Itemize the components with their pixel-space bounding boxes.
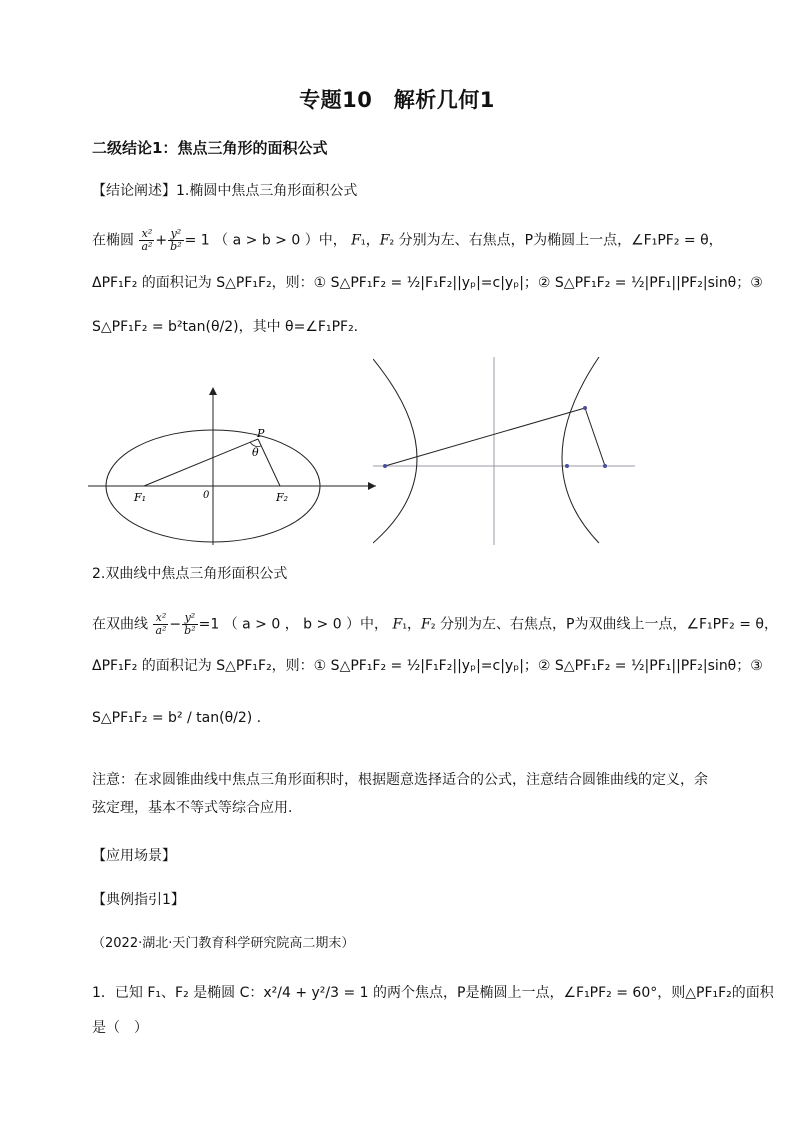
y2-over-b2-fraction-2: $\frac{\text{y²}}{\text{b²}}$ [184, 611, 196, 637]
example-heading: 【典例指引1】 [92, 892, 185, 908]
ellipse-figure [88, 385, 380, 550]
question-line2: 是（ ） [92, 1020, 148, 1036]
part2-line1-cond: （ a > 0 ， b > 0 ）中， [223, 616, 389, 633]
segment-PF2-hyperbola [585, 408, 605, 466]
point-F2 [603, 464, 607, 468]
section-heading: 二级结论1：焦点三角形的面积公式 [92, 139, 328, 157]
part2-line1-rest: 分别为左、右焦点，P为双曲线上一点，∠F₁PF₂ = θ， [440, 616, 778, 633]
question-line1: 1．已知 F₁、F₂ 是椭圆 C：x²/4 + y²/3 = 1 的两个焦点，P是椭圆上一点，∠F₁PF₂ = 60°，则△PF₁F₂的面积 [92, 985, 774, 1001]
part2-heading: 2.双曲线中焦点三角形面积公式 [92, 566, 288, 582]
label-P: P [257, 427, 265, 440]
label-F1: F₁ [134, 491, 147, 504]
part1-line3: S△PF₁F₂ = b²tan(θ/2)，其中 θ=∠F₁PF₂. [92, 319, 359, 335]
part1-line1-lead: 在椭圆 [92, 232, 134, 249]
part1-line1-cond: （ a > b > 0 ）中， [214, 232, 347, 249]
page-title: 专题10 解析几何1 [299, 88, 495, 112]
label-origin: 0 [203, 490, 210, 501]
part1-line1: 在椭圆 $\frac{\text{x²}}{\text{a²}}$ + $\frac{\text{y²}}{\text{b²}}$ = 1 （ a > b > 0 ）中， F₁，F₂ 分别为左、右焦点，P为椭圆上一点，∠F₁PF₂ = θ， [92, 227, 723, 253]
part2-line2: ΔPF₁F₂ 的面积记为 S△PF₁F₂，则：① S△PF₁F₂ = ½|F₁F₂||yₚ|=c|yₚ|；② S△PF₁F₂ = ½|PF₁||PF₂|sinθ；③ [92, 658, 763, 674]
part1-line2: ΔPF₁F₂ 的面积记为 S△PF₁F₂，则：① S△PF₁F₂ = ½|F₁F₂||yₚ|=c|yₚ|；② S△PF₁F₂ = ½|PF₁||PF₂|sinθ；③ [92, 275, 763, 291]
part2-line3: S△PF₁F₂ = b² / tan(θ/2) . [92, 710, 262, 726]
hyperbola-left-branch [373, 359, 417, 543]
x2-over-a2-fraction: $\frac{\text{x²}}{\text{a²}}$ [141, 227, 153, 253]
part1-line1-rest: 分别为左、右焦点，P为椭圆上一点，∠F₁PF₂ = θ， [398, 232, 723, 249]
x2-over-a2-fraction-2: $\frac{\text{x²}}{\text{a²}}$ [155, 611, 167, 637]
note-paragraph: 注意：在求圆锥曲线中焦点三角形面积时，根据题意选择适合的公式，注意结合圆锥曲线的定义，余弦定理，基本不等式等综合应用. [92, 772, 708, 816]
hyperbola-figure [373, 357, 635, 545]
label-F2: F₂ [276, 491, 289, 504]
segment-F1P [144, 439, 258, 486]
point-F1 [383, 464, 387, 468]
part1-heading: 【结论阐述】1.椭圆中焦点三角形面积公式 [92, 183, 358, 199]
part2-line1: 在双曲线 $\frac{\text{x²}}{\text{a²}}$ − $\frac{\text{y²}}{\text{b²}}$ =1 （ a > 0 ， b > 0 ）中， F₁，F₂ 分别为左、右焦点，P为双曲线上一点，∠F₁PF₂ = θ， [92, 611, 778, 637]
point-vertex [565, 464, 569, 468]
hyperbola-right-branch [562, 357, 599, 543]
part2-line1-lead: 在双曲线 [92, 616, 148, 633]
ellipse-y-arrow [209, 387, 217, 395]
y2-over-b2-fraction: $\frac{\text{y²}}{\text{b²}}$ [170, 227, 182, 253]
label-theta: θ [252, 446, 259, 459]
point-P [583, 406, 587, 410]
segment-PF2 [258, 439, 280, 486]
example-source: （2022·湖北·天门教育科学研究院高二期末） [92, 936, 355, 951]
scene-heading: 【应用场景】 [92, 848, 176, 864]
